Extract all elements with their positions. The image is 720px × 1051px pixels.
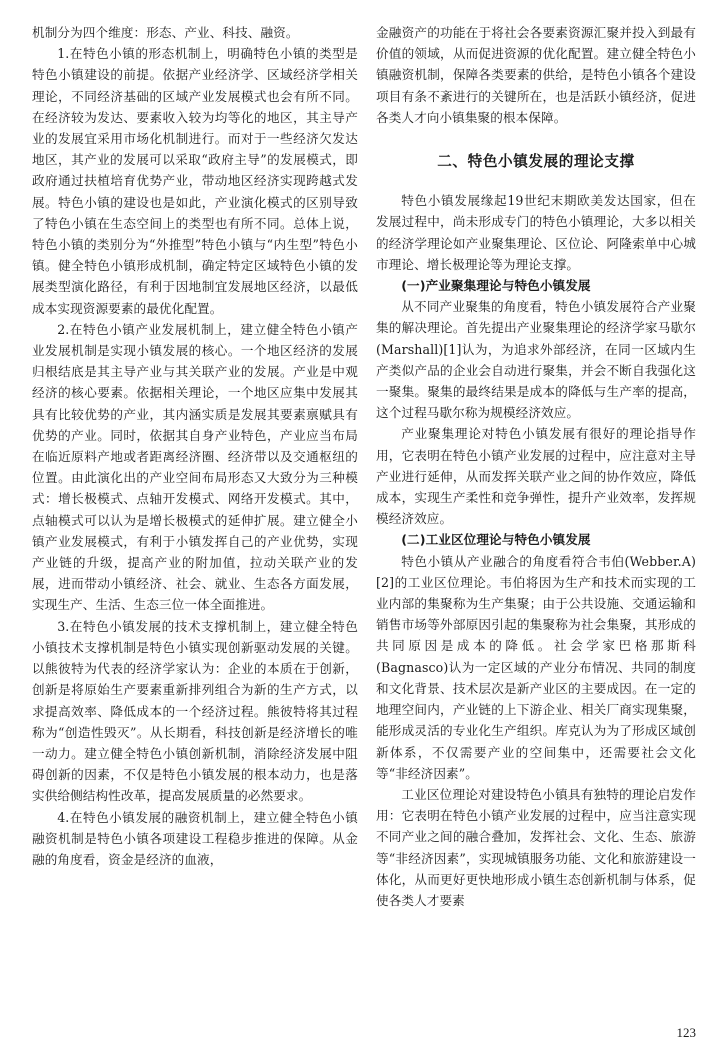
left-paragraph-2: 2.在特色小镇产业发展机制上，建立健全特色小镇产业发展机制是实现小镇发展的核心。一个地区经济的发展归根结底是其主导产业与其关联产业的发展。产业是中观经济的核心要素。依据相关理论，一个地区应集中发展其具有比较优势的产业，其内涵实质是发展其要素禀赋具有优势的产业。同时，依据其自身产业特色，产业应当布局在临近原料产地或者距离经济圈、经济带以及交通枢纽的位置。由此演化出的产业空间布局形态又大致分为三种模式：增长极模式、点轴开发模式、网络开发模式。其中，点轴模式可以认为是增长极模式的延伸扩展。建立健全小镇产业发展模式，有利于小镇发挥自己的产业优势，实现产业链的升级，提高产业的附加值，拉动关联产业的发展，进而带动小镇经济、社会、就业、生态各方面发展，实现生产、生活、生态三位一体全面推进。 — [32, 321, 358, 613]
right-paragraph-2: 从不同产业聚集的角度看，特色小镇发展符合产业聚集的解决理论。首先提出产业聚集理论的经济学家马歇尔(Marshall)[1]认为，为追求外部经济，在同一区域内生产类似产品的企业会自动进行聚集，并会不断自我强化这一聚集。聚集的最终结果是成本的降低与生产率的提高，这个过程马歇尔称为规模经济效应。 — [376, 299, 696, 421]
right-paragraph-0: 金融资产的功能在于将社会各要素资源汇聚并投入到最有价值的领域，从而促进资源的优化配置。建立健全特色小镇融资机制，保障各类要素的供给，是特色小镇各个建设项目有条不紊进行的关键所在，也是活跃小镇经济，促进各类人才向小镇集聚的根本保障。 — [376, 25, 696, 125]
right-paragraph-3: 产业聚集理论对特色小镇发展有很好的理论指导作用，它表明在特色小镇产业发展的过程中，应注意对主导产业进行延伸，从而发挥关联产业之间的协作效应，降低成本，实现生产柔性和竞争弹性，提升产业效率，发挥规模经济效应。 — [376, 426, 696, 527]
subsection-heading-2: (二)工业区位理论与特色小镇发展 — [401, 532, 591, 548]
left-paragraph-0: 机制分为四个维度：形态、产业、科技、融资。 — [32, 25, 299, 40]
right-column — [376, 22, 696, 911]
right-paragraph-1: 特色小镇发展缘起19世纪末期欧美发达国家，但在发展过程中，尚未形成专门的特色小镇理论，大多以相关的经济学理论如产业聚集理论、区位论、阿隆索单中心城市理论、增长极理论等为理论支撑。 — [376, 193, 696, 272]
right-paragraph-4: 特色小镇从产业融合的角度看符合韦伯(Webber.A)[2]的工业区位理论。韦伯将因为生产和技术而实现的工业内部的集聚称为生产集聚；由于公共设施、交通运输和销售市场等外部原因引起的集聚称为社会集聚，其形成的共同原因是成本的降低。社会学家巴格那斯科(Bagnasco)认为一定区域的产业分布情况、共同的制度和文化背景、技术层次是新产业区的主要成因。在一定的地理空间内，产业链的上下游企业、相关厂商实现集聚，能形成灵活的专业化生产组织。库克认为为了形成区域创新体系，不仅需要产业的空间集中，还需要社会文化等“非经济因素”。 — [376, 553, 696, 781]
page-number: 123 — [676, 1025, 696, 1040]
left-paragraph-4: 4.在特色小镇发展的融资机制上，建立健全特色小镇融资机制是特色小镇各项建设工程稳步推进的保障。从金融的角度看，资金是经济的血液， — [32, 809, 358, 867]
left-column — [32, 22, 358, 870]
left-paragraph-1: 1.在特色小镇的形态机制上，明确特色小镇的类型是特色小镇建设的前提。依据产业经济学、区域经济学相关理论，不同经济基础的区域产业发展模式也会有所不同。在经济较为发达、要素收入较为均等化的地区，其主导产业的发展宜采用市场化机制进行。而对于一些经济欠发达地区，其产业的发展可以采取“政府主导”的发展模式，即政府通过扶植培育优势产业，带动地区经济实现跨越式发展。特色小镇的建设也是如此，产业演化模式的区别导致了特色小镇在生态空间上的类型也有所不同。总体上说，特色小镇的类别分为“外推型”特色小镇与“内生型”特色小镇。健全特色小镇形成机制，确定特定区域特色小镇的发展类型演化路径，有利于因地制宜发展地区经济，以最低成本实现资源要素的最优化配置。 — [32, 46, 358, 316]
section-heading: 二、特色小镇发展的理论支撑 — [437, 153, 635, 171]
subsection-heading-1: (一)产业聚集理论与特色小镇发展 — [401, 278, 591, 294]
right-paragraph-5: 工业区位理论对建设特色小镇具有独特的理论启发作用：它表明在特色小镇产业发展的过程中，应当注意实现不同产业之间的融合叠加，发挥社会、文化、生态、旅游等“非经济因素”，实现城镇服务功能、文化和旅游建设一体化，从而更好更快地形成小镇生态创新机制与体系，促使各类人才要素 — [376, 786, 696, 908]
left-paragraph-3: 3.在特色小镇发展的技术支撑机制上，建立健全特色小镇技术支撑机制是特色小镇实现创新驱动发展的关键。以熊彼特为代表的经济学家认为：企业的本质在于创新，创新是将原始生产要素重新排列组合为新的生产方式，以求提高效率、降低成本的一个经济过程。熊彼特将其过程称为“创造性毁灭”。从长期看，科技创新是经济增长的唯一动力。建立健全特色小镇创新机制，消除经济发展中阻碍创新的因素，不仅是特色小镇发展的根本动力，也是落实供给侧结构性改革，提高发展质量的必然要求。 — [32, 618, 358, 804]
